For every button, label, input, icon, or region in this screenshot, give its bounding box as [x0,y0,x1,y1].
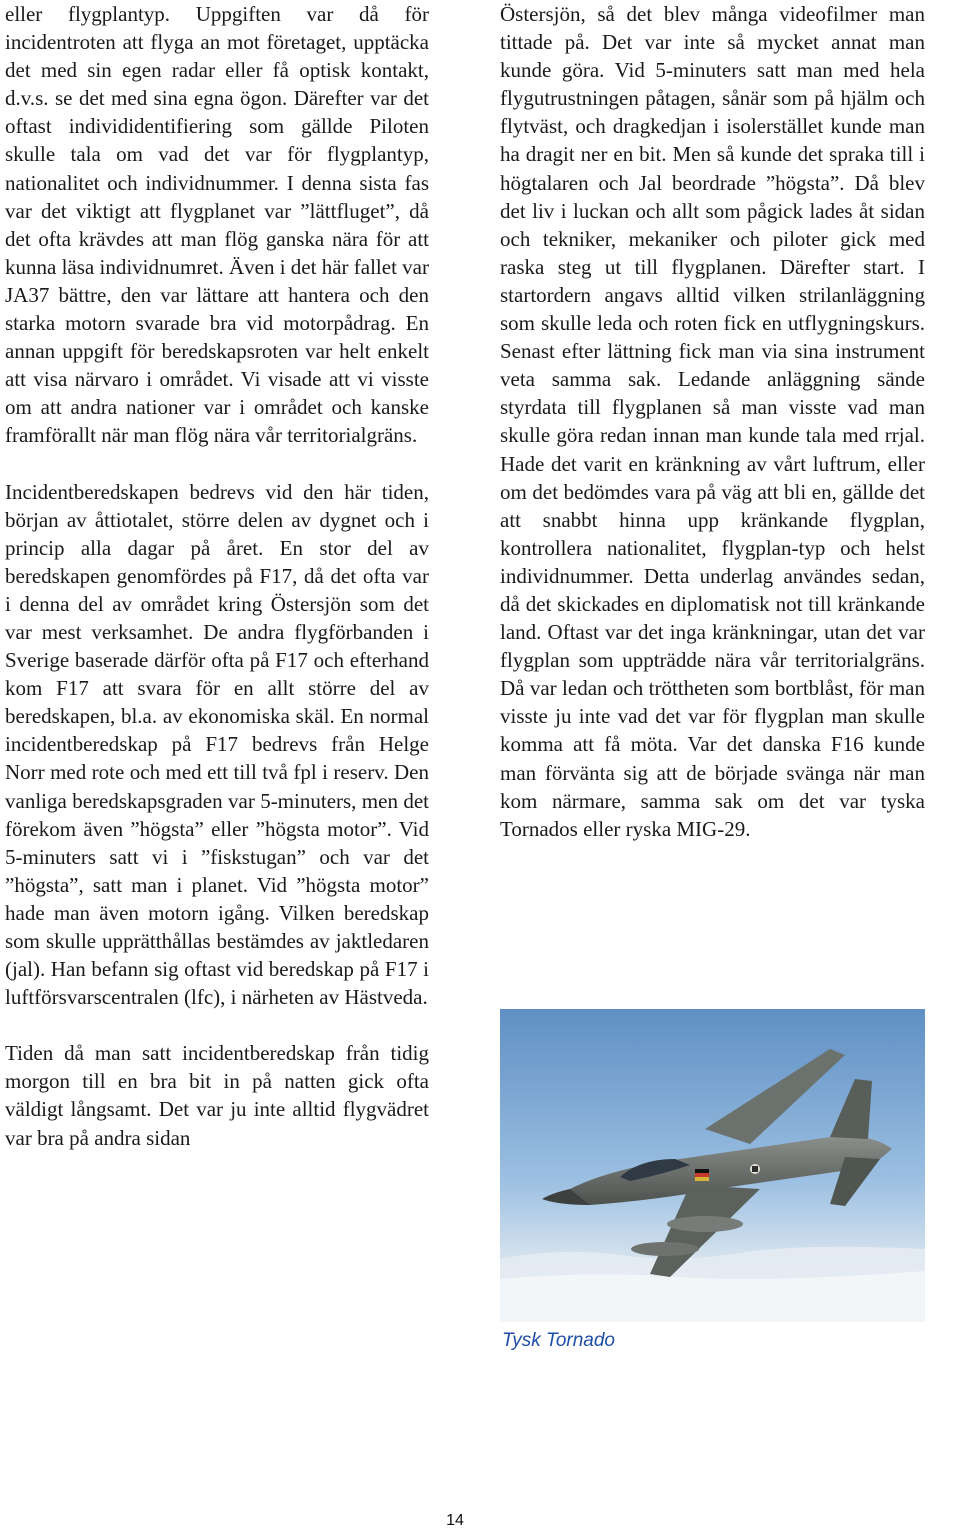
paragraph: Incidentberedskapen bedrevs vid den här tiden, början av åttiotalet, större delen av dygnet och i princip alla dagar på året. En stor del av beredskapen genomfördes på F17, då det ofta var i denna del av området kring Östersjön som det var mest verksamhet. De andra flygförbanden i Sverige baserade därför ofta på F17 och efterhand kom F17 att svara för en allt större del av beredskapen, bl.a. av ekonomiska skäl. En normal incidentberedskap på F17 bedrevs från Helge Norr med rote och med ett till två fpl i reserv. Den vanliga beredskapsgraden var 5-minuters, men det förekom även ”högsta” eller ”högsta motor”. Vid 5-minuters satt vi i ”fiskstugan” och var det ”högsta”, satt man i planet. Vid ”högsta motor” hade man även motorn igång. Vilken beredskap som skulle upprätthållas bestämdes av jaktledaren (jal). Han befann sig oftast vid beredskap på F17 i luftförsvarscentralen (lfc), i närheten av Hästveda. [5,479,429,1010]
paragraph: Östersjön, så det blev många videofilmer man tittade på. Det var inte så mycket annat man kunde göra. Vid 5-minuters satt man med hela flygutrustningen påtagen, sånär som på hjälm och flytväst, och dragkedjan i isolerstället kunde man ha dragit ner en bit. Men så kunde det spraka till i högtalaren och Jal beordrade ”högsta”. Då blev det liv i luckan och allt som pågick lades åt sidan och tekniker, mekaniker och piloter gick med raska steg ut till flygplanen. Därefter start. I startordern angavs alltid vilken strilanläggning som skulle leda och roten fick en utflygningskurs. Senast efter lättning fick man via sina instrument veta samma sak. Ledande anläggning sände styrdata till flygplanen så man visste vad man skulle göra redan innan man kunde tala med rrjal. Hade det varit en kränkning av vårt luftrum, eller om det bedömdes vara på väg att bli en, gällde det att snabbt hinna upp kränkande flygplan, kontrollera nationalitet, flygplan-typ och helst individnummer. Detta underlag användes sedan, då det skickades en diplomatisk not till kränkande land. Oftast var det inga kränkningar, utan det var flygplan som uppträdde nära vår territorialgräns. Då var ledan och tröttheten som bortblåst, för man visste ju inte vad det var för flygplan man skulle komma att få möta. Var det danska F16 kunde man förvänta sig att de började svänga när man kom närmare, samma sak om det var tyska Tornados eller ryska MIG-29. [500,2,925,841]
paragraph: eller flygplantyp. Uppgiften var då för incidentroten att flyga an mot företaget, upptäcka det med sin egen radar eller få optisk kontakt, d.v.s. se det med sina egna ögon. Därefter var det oftast individidentifiering som gällde Piloten skulle tala om vad det var för flygplantyp, nationalitet och individnummer. I denna sista fas var det viktigt att flygplanet var ”lättfluget”, då det ofta krävdes att man flög ganska nära för att kunna läsa individnumret. Även i det här fallet var JA37 bättre, den var lättare att hantera och den starka motorn svarade bra vid motorpådrag. En annan uppgift för beredskapsroten var helt enkelt att visa närvaro i området. Vi visade att vi visste om att andra nationer var i området och kanske framförallt när man flög nära vår territorialgräns. [5,2,429,448]
paragraph-gap [5,450,429,478]
cloud-layer [500,1271,925,1322]
right-text-column [500,0,925,843]
page-number: 14 [446,1512,464,1529]
paragraph: Tiden då man satt incidentberedskap från tidig morgon till en bra bit in på natten gick ofta väldigt långsamt. Det var ju inte alltid flygvädret var bra på andra sidan [5,1041,429,1150]
photo-caption: Tysk Tornado [502,1330,615,1351]
paragraph-gap [5,1011,429,1039]
left-text-column [5,0,429,1152]
tornado-photo [500,1009,925,1322]
